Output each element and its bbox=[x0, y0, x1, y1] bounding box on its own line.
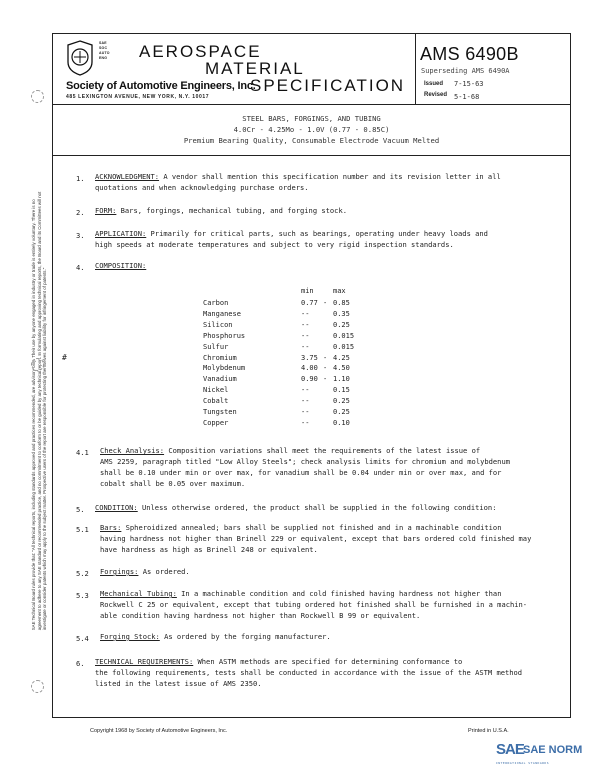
composition-min: 0.77 bbox=[301, 299, 318, 307]
composition-max: 4.50 bbox=[333, 364, 350, 373]
sae-norm-subtitle: INTERNATIONAL STANDARDS bbox=[496, 761, 550, 765]
section-number: 4.1 bbox=[76, 448, 89, 457]
composition-min: 3.75 bbox=[301, 353, 318, 362]
society-address: 485 LEXINGTON AVENUE, NEW YORK, N.Y. 10017 bbox=[66, 94, 210, 100]
revised-date: 5-1-68 bbox=[454, 93, 480, 101]
sae-norm-logo: SAE bbox=[496, 741, 524, 758]
section-heading: ACKNOWLEDGMENT: bbox=[95, 172, 160, 181]
composition-element: Vanadium bbox=[203, 375, 237, 384]
composition-element: Chromium bbox=[203, 353, 237, 362]
composition-max: 0.015 bbox=[333, 342, 355, 351]
section-check-analysis: Check Analysis: Composition variations shall meet the requirements of the latest issue of AMS 2259, paragraph titled "Low Alloy Steels"; check analysis limits for chromium and molybdenum shall be 0.10 under min or over max, for vanadium shall be 0.04 under min or over max, and for cobalt shall be 0.05 over maximum. bbox=[100, 446, 510, 488]
section-number: 5.4 bbox=[76, 634, 89, 643]
section-application: APPLICATION: Primarily for critical parts, such as bearings, operating under heavy loads and high speeds at moderate temperatures and subject to very rigid inspection standards. bbox=[95, 229, 488, 249]
header-divider bbox=[415, 33, 416, 104]
composition-min: -- bbox=[301, 397, 310, 406]
section-number: 5. bbox=[76, 505, 85, 514]
printed-in-text: Printed in U.S.A. bbox=[468, 728, 509, 734]
composition-element: Carbon bbox=[203, 299, 229, 307]
composition-element: Molybdenum bbox=[203, 364, 246, 373]
section-number: 4. bbox=[76, 263, 85, 272]
composition-dash: - bbox=[323, 299, 328, 307]
composition-max: 0.85 bbox=[333, 299, 350, 307]
composition-max: 0.15 bbox=[333, 386, 350, 395]
composition-dash: - bbox=[323, 364, 328, 373]
copyright-text: Copyright 1968 by Society of Automotive Engineers, Inc. bbox=[90, 728, 228, 734]
superseding-note: Superseding AMS 6490A bbox=[421, 67, 510, 75]
composition-min: -- bbox=[301, 342, 310, 351]
punch-hole bbox=[31, 90, 44, 103]
section-acknowledgment: ACKNOWLEDGMENT: A vendor shall mention this specification number and its revision letter in all quotations and when acknowledging purchase orders. bbox=[95, 172, 501, 192]
section-forgings: Forgings: As ordered. bbox=[100, 567, 190, 576]
section-number: 1. bbox=[76, 174, 85, 183]
header-rule bbox=[52, 104, 571, 105]
sae-logo bbox=[66, 40, 94, 76]
punch-hole bbox=[31, 680, 44, 693]
composition-max: 0.015 bbox=[333, 331, 355, 340]
composition-min: -- bbox=[301, 320, 310, 329]
revised-label: Revised bbox=[424, 92, 448, 98]
title-rule bbox=[52, 155, 571, 156]
spec-number: AMS 6490B bbox=[420, 44, 519, 64]
col-min-header: min bbox=[301, 287, 314, 295]
composition-max: 0.25 bbox=[333, 397, 350, 406]
doc-title-line1: STEEL BARS, FORGINGS, AND TUBING bbox=[242, 114, 381, 123]
section-number: 2. bbox=[76, 208, 85, 217]
composition-element: Sulfur bbox=[203, 342, 229, 351]
composition-dash: - bbox=[323, 375, 328, 384]
revision-marker: # bbox=[62, 353, 67, 362]
doc-title-line3: Premium Bearing Quality, Consumable Electrode Vacuum Melted bbox=[183, 136, 440, 145]
logo-text: SAE SOC AUTO ENG bbox=[99, 41, 110, 60]
section-number: 5.2 bbox=[76, 569, 89, 578]
composition-element: Copper bbox=[203, 418, 229, 427]
col-max-header: max bbox=[333, 287, 346, 295]
composition-min: 0.90 bbox=[301, 375, 318, 384]
title-aerospace: AEROSPACE bbox=[139, 42, 262, 61]
section-number: 3. bbox=[76, 231, 85, 240]
sae-norm-text: SAE NORM bbox=[523, 744, 583, 756]
section-technical-requirements: TECHNICAL REQUIREMENTS: When ASTM methods are specified for determining conformance to the following requirements, tests shall be conducted in accordance with the issue of the ASTM method listed in the latest issue of AMS 2350. bbox=[95, 657, 523, 688]
composition-element: Cobalt bbox=[203, 397, 229, 406]
composition-min: -- bbox=[301, 309, 310, 318]
title-material: MATERIAL bbox=[205, 59, 305, 78]
section-form: FORM: Bars, forgings, mechanical tubing, and forging stock. bbox=[95, 206, 347, 215]
issued-date: 7-15-63 bbox=[454, 80, 484, 88]
composition-element: Nickel bbox=[203, 386, 229, 395]
section-forging-stock: Forging Stock: As ordered by the forging manufacturer. bbox=[100, 632, 331, 641]
composition-element: Manganese bbox=[203, 309, 241, 318]
section-number: 5.1 bbox=[76, 525, 89, 534]
composition-element: Phosphorus bbox=[203, 331, 246, 340]
composition-max: 0.10 bbox=[333, 418, 350, 427]
doc-title-line2: 4.0Cr - 4.25Mo - 1.0V (0.77 - 0.85C) bbox=[233, 125, 390, 134]
punch-hole bbox=[31, 358, 44, 371]
section-composition: COMPOSITION: bbox=[95, 261, 147, 270]
composition-min: -- bbox=[301, 408, 310, 416]
issued-label: Issued bbox=[424, 81, 444, 87]
section-number: 6. bbox=[76, 659, 85, 668]
composition-max: 0.25 bbox=[333, 320, 350, 329]
composition-max: 4.25 bbox=[333, 353, 350, 362]
section-bars: Bars: Spheroidized annealed; bars shall be supplied not finished and in a machinable condition having hardness not higher than Brinell 229 or equivalent, except that bars ordered cold finished may have hardness as high as Brinell 248 or equivalent. bbox=[100, 523, 532, 554]
section-number: 5.3 bbox=[76, 591, 89, 600]
composition-element: Tungsten bbox=[203, 408, 237, 416]
composition-max: 1.10 bbox=[333, 375, 350, 384]
society-name: Society of Automotive Engineers, Inc. bbox=[66, 80, 256, 92]
title-specification: SPECIFICATION bbox=[250, 76, 406, 95]
composition-min: -- bbox=[301, 418, 310, 427]
composition-max: 0.35 bbox=[333, 309, 350, 318]
composition-min: 4.00 bbox=[301, 364, 318, 373]
section-mechanical-tubing: Mechanical Tubing: In a machinable condition and cold finished having hardness not higher than Rockwell C 25 or equivalent, except that tubing ordered hot finished shall be furnished in a machin- able condition having hardness not higher than Rockwell B 99 or equivalent. bbox=[100, 589, 528, 620]
composition-element: Silicon bbox=[203, 320, 233, 329]
composition-max: 0.25 bbox=[333, 408, 350, 416]
section-condition: CONDITION: Unless otherwise ordered, the product shall be supplied in the following condition: bbox=[95, 503, 497, 512]
composition-min: -- bbox=[301, 386, 310, 395]
composition-dash: - bbox=[323, 353, 328, 362]
composition-min: -- bbox=[301, 331, 310, 340]
sae-board-disclaimer: SAE Technical Board rules provide that: "All technical reports, including standards approved and practices recommended, are advisory only. Their use by anyone engaged in industry or trade is entirely voluntary. There is no agreement to adhere to any SAE standard or recommended practice, and no commitment to conform to or be guided by any technical report. In formulating and approving technical reports, the Board and its Committees will not investigate or consider patents which may apply to the subject matter. Prospective users of the report are responsible for protecting themselves against liability for infringement of patents." bbox=[30, 191, 47, 631]
